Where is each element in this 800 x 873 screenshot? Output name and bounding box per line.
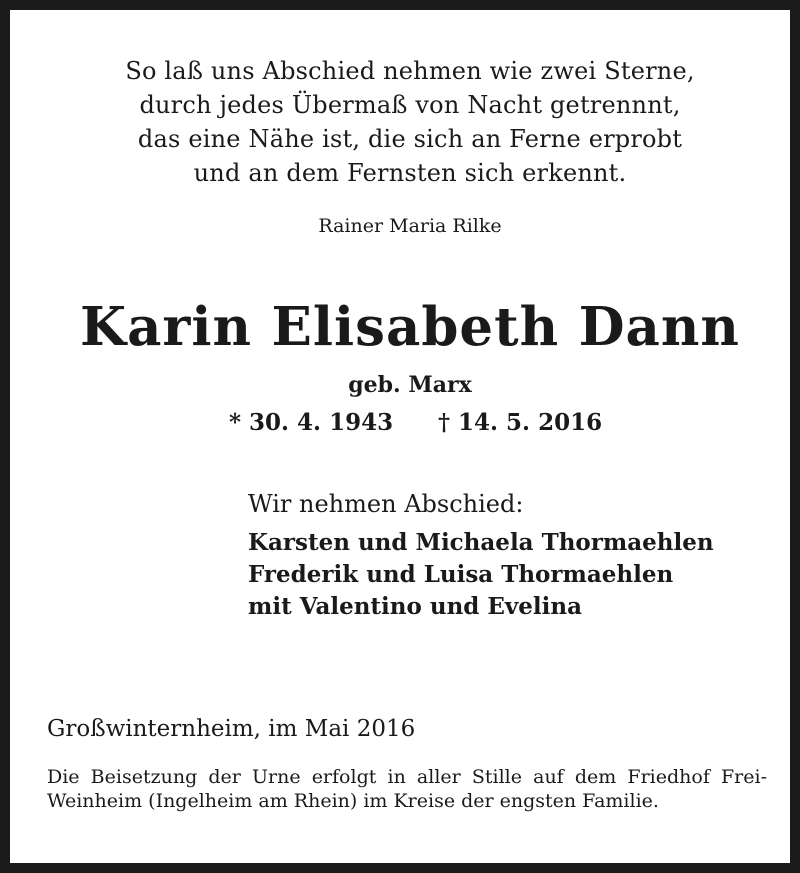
- poem-author: Rainer Maria Rilke: [318, 215, 502, 237]
- burial-note: Die Beisetzung der Urne erfolgt in aller Stille auf dem Friedhof Frei-Weinheim (Ingelheim am Rhein) im Kreise der engsten Familie.: [47, 766, 767, 812]
- mourner-line: Frederik und Luisa Thormaehlen: [248, 561, 674, 588]
- birth-date: * 30. 4. 1943: [229, 409, 394, 436]
- poem-line: durch jedes Übermaß von Nacht getrennnt,: [139, 91, 681, 119]
- poem-line: das eine Nähe ist, die sich an Ferne erprobt: [137, 125, 683, 153]
- mourner-line: mit Valentino und Evelina: [248, 593, 583, 620]
- mourners-list: [248, 527, 714, 623]
- poem-line: So laß uns Abschied nehmen wie zwei Sterne,: [125, 57, 695, 85]
- place-and-date: Großwinternheim, im Mai 2016: [47, 716, 416, 742]
- maiden-name: geb. Marx: [348, 372, 472, 398]
- deceased-name: Karin Elisabeth Dann: [80, 296, 740, 358]
- mourner-line: Karsten und Michaela Thormaehlen: [248, 529, 714, 556]
- farewell-intro: Wir nehmen Abschied:: [248, 490, 524, 518]
- life-dates: [10, 406, 800, 440]
- death-date: † 14. 5. 2016: [438, 409, 603, 436]
- poem-line: und an dem Fernsten sich erkennt.: [193, 159, 627, 187]
- poem: [10, 54, 800, 190]
